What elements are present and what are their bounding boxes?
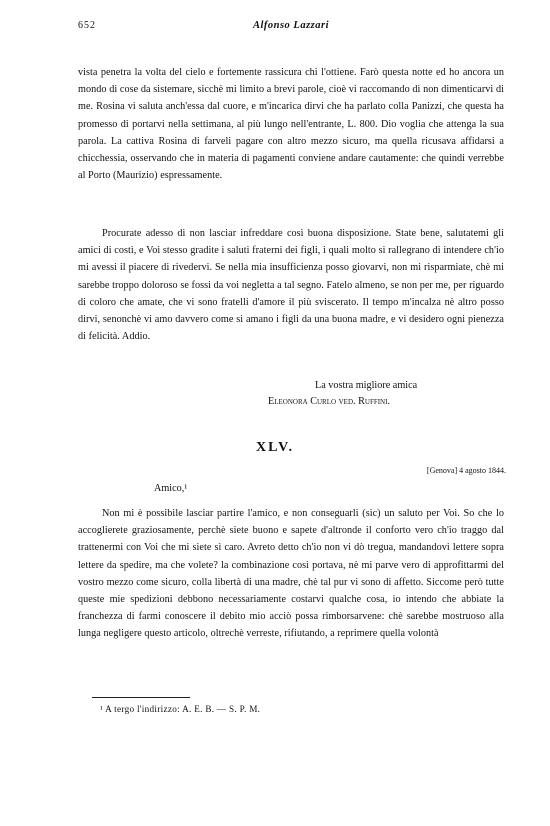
signature-closing: La vostra migliore amica [315, 380, 418, 391]
footnote: ¹ A tergo l'indirizzo: A. E. B. — S. P. M. [100, 704, 261, 714]
page-number: 652 [78, 20, 96, 31]
paragraph-text: Procurate adesso di non lasciar infreddare così buona disposizione. State bene, salutatemi gli amici di costì, e Voi stesso gradite i saluti fraterni dei figli, i quali molto si rallegrano di intendere ch'io mi avessi il piacere di rivedervi. Se nella mia insufficienza posso giovarvi, non mi risparmiate, chè mi sarebbe troppo doloroso se fossi da voi negletta a tal segno. Fatelo almeno, se non per me, per riguardo di coloro che amate, che vi sono fratelli d'amore il più sviscerato. Il tempo m'incalza nè altro posso dirvi, senonchè vi amo davvero come si amano i figli da una buona madre, e vi desidero ogni pienezza di felicità. Addio. [78, 228, 504, 343]
letter-dateline: [Genova] 4 agosto 1844. [426, 466, 506, 475]
footnote-divider [92, 697, 190, 698]
body-paragraph-continued [78, 64, 504, 184]
body-paragraph-closing [78, 225, 504, 345]
body-paragraph-letter [78, 505, 504, 643]
running-head [78, 20, 504, 36]
paragraph-text: vista penetra la volta del cielo e fortemente rassicura chi l'ottiene. Farò questa notte ed ho ancora un mondo di cose da sistemare, sicchè mi limito a brevi parole, cioè vi raccomando di non dimenticarvi di me. Rosina vi saluta anch'essa dal cuore, e m'incarica dirvi che ha parlato colla Panizzi, che questa ha promesso di portarvi nella settimana, al più lungo nell'entrante, L. 800. Dio voglia che attenga la sua parola. La cattiva Rosina di farveli pagare con altro mezzo sicuro, ma quella ricusava affidarsi a chicchessia, osservando che in materia di pagamenti conviene andare cautamente: che quindi verrebbe al Porto (Maurizio) espressamente. [78, 67, 504, 182]
running-head-title: Alfonso Lazzari [252, 20, 330, 31]
letter-salutation: Amico,¹ [154, 483, 188, 494]
paragraph-text: Non mi è possibile lasciar partire l'amico, e non conseguarli (sic) un saluto per Voi. So che lo accoglierete graziosamente, perchè siete buono e sapete d'altronde il conforto vero ch'io traggo dal trattenermi con Voi che mi siete sì caro. Avreto detto ch'io non vi dò tregua, mandandovi lettere sopra lettere da spedire, ma che volete? la combinazione così portava, nè mi parve vero di approfittarmi del vostro mezzo come sicuro, colla libertà di una madre, chè tal pur vi sono di affetto. Siccome però tutte queste mie spedizioni debbono necessariamente costarvi qualche cosa, io intendo che abbiate la franchezza di farmi conoscere il debito mio acciò possa rimborsarvene: chè sarebbe mostruoso alla lunga negligere questo articolo, oltrechè verreste, rifiutando, a reprimere quella volontà [78, 508, 504, 640]
signature-name: Eleonora Curlo ved. Ruffini. [268, 396, 390, 407]
letter-number-heading: XLV. [256, 440, 294, 455]
